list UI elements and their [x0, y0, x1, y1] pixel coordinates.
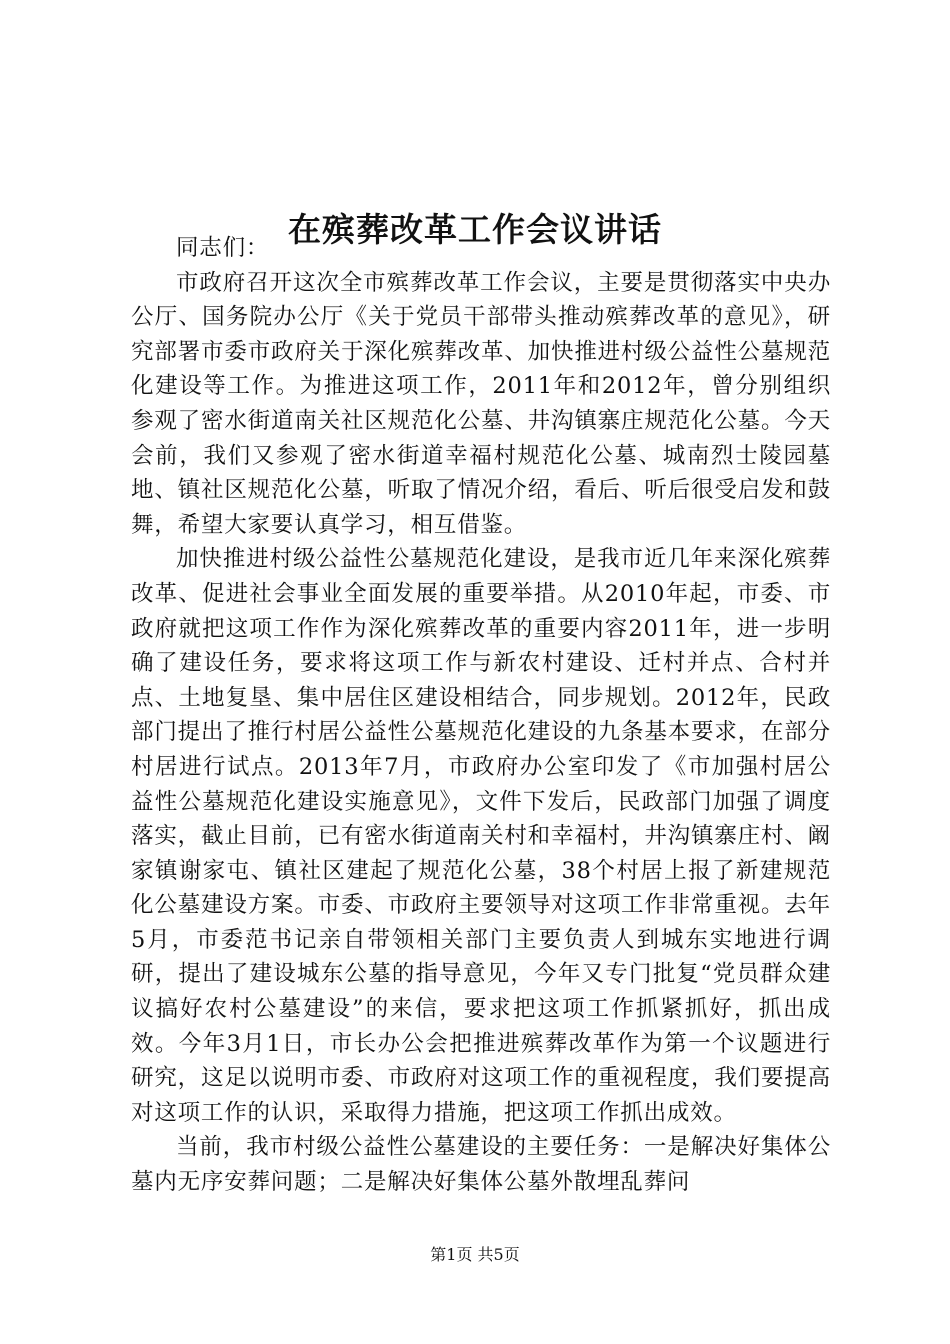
greeting: 同志们：: [176, 235, 270, 261]
paragraph: 市政府召开这次全市殡葬改革工作会议，主要是贯彻落实中央办公厅、国务院办公厅《关于党员干部带头推动殡葬改革的意见》，研究部署市委市政府关于深化殡葬改革、加快推进村级公益性公墓规范化建设等工作。为推进这项工作，2011年和2012年，曾分别组织参观了密水街道南关社区规范化公墓、井沟镇寨庄规范化公墓。今天会前，我们又参观了密水街道幸福村规范化公墓、城南烈士陵园墓地、镇社区规范化公墓，听取了情况介绍，看后、听后很受启发和鼓舞，希望大家要认真学习，相互借鉴。: [131, 269, 831, 538]
page-number-footer: 第1页 共5页: [430, 1245, 520, 1264]
document-body: [131, 231, 831, 1200]
paragraph: 加快推进村级公益性公墓规范化建设，是我市近几年来深化殡葬改革、促进社会事业全面发展的重要举措。从2010年起，市委、市政府就把这项工作作为深化殡葬改革的重要内容2011年，进一步明确了建设任务，要求将这项工作与新农村建设、迁村并点、合村并点、土地复垦、集中居住区建设相结合，同步规划。2012年，民政部门提出了推行村居公益性公墓规范化建设的九条基本要求，在部分村居进行试点。2013年7月，市政府办公室印发了《市加强村居公益性公墓规范化建设实施意见》，文件下发后，民政部门加强了调度落实，截止目前，已有密水街道南关村和幸福村，井沟镇寨庄村、阚家镇谢家屯、镇社区建起了规范化公墓，38个村居上报了新建规范化公墓建设方案。市委、市政府主要领导对这项工作非常重视。去年5月，市委范书记亲自带领相关部门主要负责人到城东实地进行调研，提出了建设城东公墓的指导意见，今年又专门批复“党员群众建议搞好农村公墓建设”的来信，要求把这项工作抓紧抓好，抓出成效。今年3月1日，市长办公会把推进殡葬改革作为第一个议题进行研究，这足以说明市委、市政府对这项工作的重视程度，我们要提高对这项工作的认识，采取得力措施，把这项工作抓出成效。: [131, 546, 831, 1126]
document-title: 在殡葬改革工作会议讲话: [288, 210, 662, 250]
paragraph: 当前，我市村级公益性公墓建设的主要任务：一是解决好集体公墓内无序安葬问题；二是解决好集体公墓外散埋乱葬问: [131, 1134, 831, 1196]
